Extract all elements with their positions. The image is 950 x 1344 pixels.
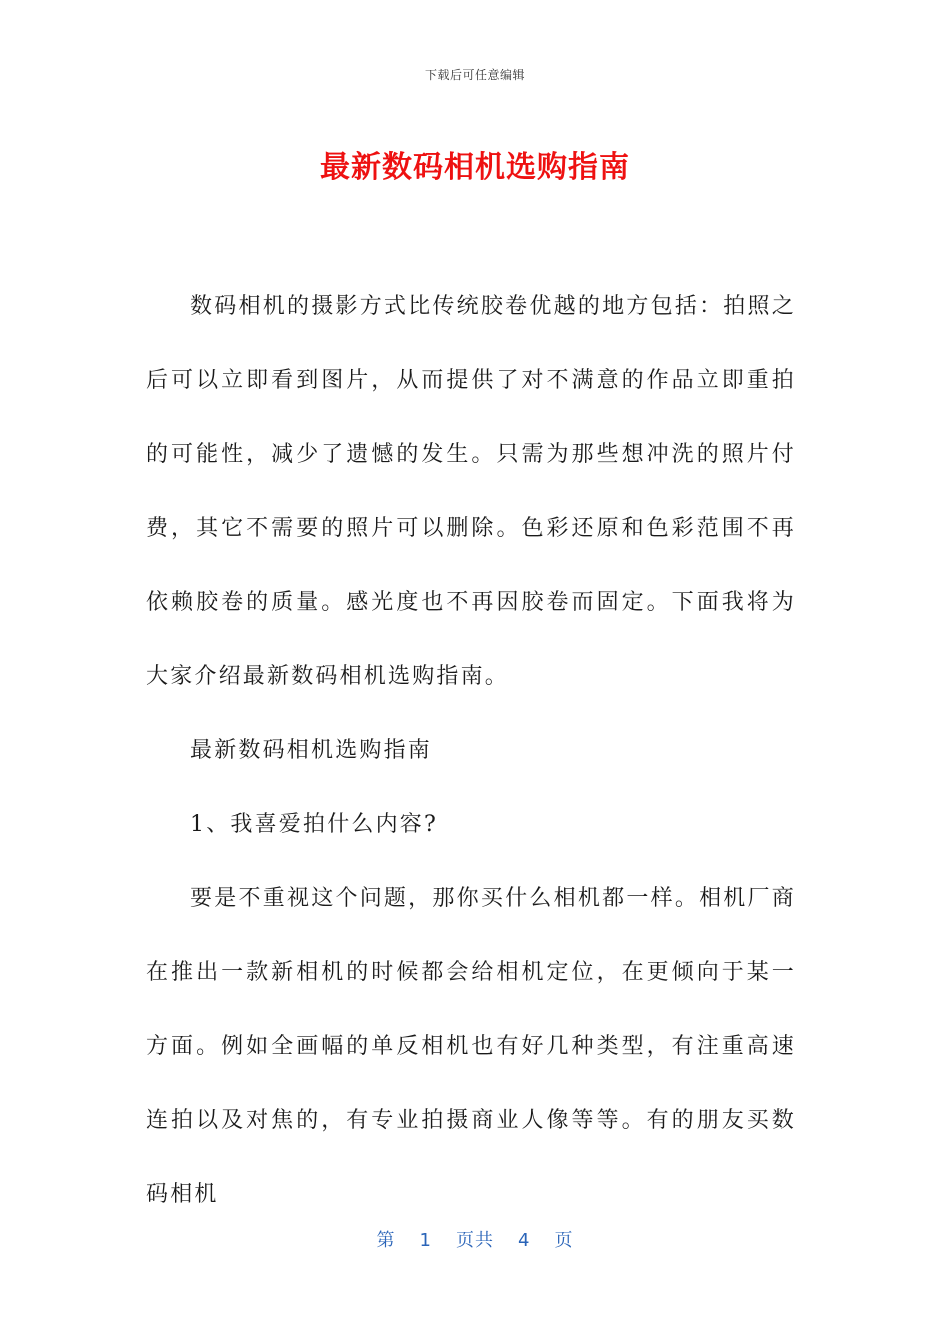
paragraph-intro: 数码相机的摄影方式比传统胶卷优越的地方包括：拍照之后可以立即看到图片，从而提供了对不满意的作品立即重拍的可能性，减少了遗憾的发生。只需为那些想冲洗的照片付费，其它不需要的照片可以删除。色彩还原和色彩范围不再依赖胶卷的质量。感光度也不再因胶卷而固定。下面我将为大家介绍最新数码相机选购指南。	[146, 294, 796, 689]
page-prefix: 第	[376, 1230, 396, 1251]
page-mid: 页共	[456, 1230, 494, 1251]
page-total: 4	[518, 1230, 531, 1251]
header-note: 下载后可任意编辑	[424, 68, 525, 82]
paragraph-subtitle: 最新数码相机选购指南	[190, 738, 433, 763]
page-suffix: 页	[554, 1230, 574, 1251]
paragraph-answer-1: 要是不重视这个问题，那你买什么相机都一样。相机厂商在推出一款新相机的时候都会给相机定位，在更倾向于某一方面。例如全画幅的单反相机也有好几种类型，有注重高速连拍以及对焦的，有专业拍摄商业人像等等。有的朋友买数码相机	[146, 886, 796, 1207]
paragraph-question-1: 1、我喜爱拍什么内容?	[190, 812, 438, 837]
page-indicator	[0, 1226, 950, 1252]
page-current: 1	[419, 1230, 432, 1251]
document-body	[146, 270, 796, 1232]
document-title: 最新数码相机选购指南	[320, 150, 630, 185]
